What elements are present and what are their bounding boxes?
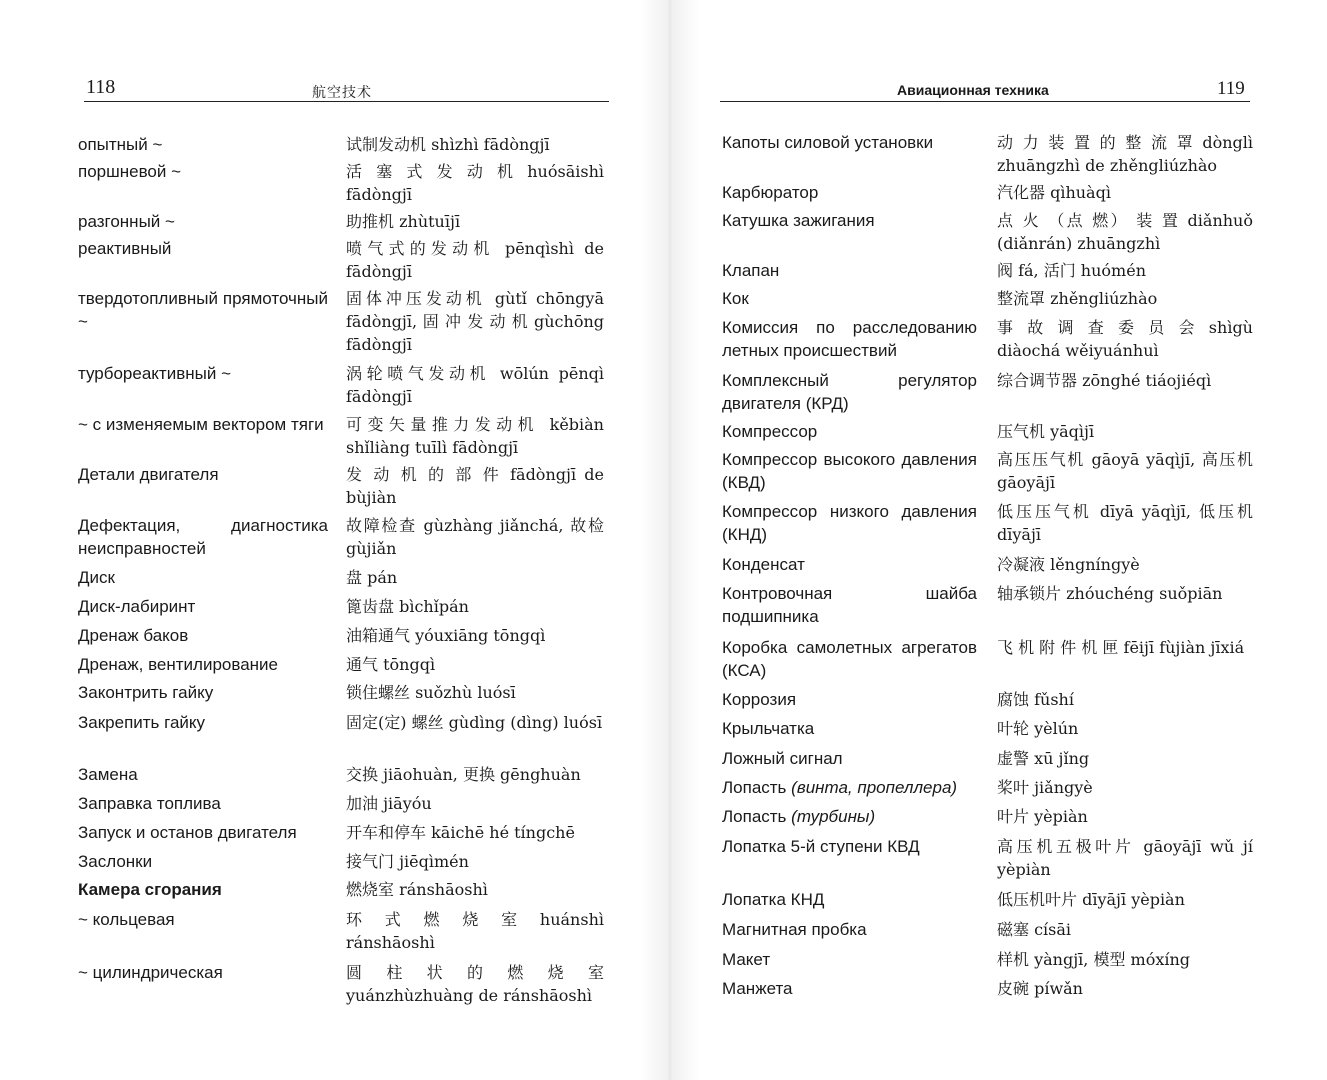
- russian-term-text: Компрессор низкого давления (КНД): [722, 502, 977, 544]
- russian-term-text: реактивный: [78, 239, 172, 258]
- russian-term: [722, 717, 977, 740]
- chinese-translation: 交换 jiāohuàn, 更换 gēnghuàn: [346, 765, 581, 784]
- russian-term: [722, 636, 977, 682]
- russian-term: [78, 653, 328, 676]
- russian-term-text: Диск: [78, 568, 115, 587]
- chinese-translation: 活 塞 式 发 动 机 huósāishì fādòngjī: [346, 162, 604, 204]
- russian-term-text: поршневой ~: [78, 162, 182, 181]
- chinese-translation: 轴承锁片 zhóuchéng suǒpiān: [997, 584, 1223, 603]
- chinese-translation: 动 力 装 置 的 整 流 罩 dònglì zhuāngzhì de zhěngliúzhào: [997, 133, 1253, 175]
- russian-term-text: опытный ~: [78, 135, 163, 154]
- russian-term-text: Камера сгорания: [78, 880, 222, 899]
- chinese-translation: 样机 yàngjī, 模型 móxíng: [997, 950, 1191, 969]
- chinese-translation: 虚警 xū jǐng: [997, 749, 1090, 768]
- russian-term-text: Кок: [722, 289, 749, 308]
- chinese-translation: 固体冲压发动机 gùtǐ chōngyā fādòngjī, 固 冲 发 动 机 gùchōng fādòngjī: [346, 289, 604, 354]
- chinese-translation: 燃烧室 ránshāoshì: [346, 880, 488, 899]
- russian-term-text: Клапан: [722, 261, 780, 280]
- russian-term: [78, 160, 328, 183]
- page-number: 119: [1217, 78, 1245, 99]
- chinese-translation: 低压压气机 dīyā yāqìjī, 低压机 dīyājī: [997, 502, 1253, 544]
- russian-term-qualifier: (турбины): [791, 807, 876, 826]
- russian-term-text: Диск-лабиринт: [78, 597, 196, 616]
- chinese-translation: 环 式 燃 烧 室 huánshì ránshāoshì: [346, 910, 604, 952]
- russian-term: [78, 133, 328, 156]
- chinese-translation: 整流罩 zhěngliúzhào: [997, 289, 1158, 308]
- russian-term-text: Компрессор высокого давления (КВД): [722, 450, 977, 492]
- russian-term-text: разгонный ~: [78, 212, 175, 231]
- russian-term: [78, 850, 328, 873]
- russian-term-text: Комиссия по расследованию летных происшествий: [722, 318, 977, 360]
- chinese-translation: 事 故 调 查 委 员 会 shìgù diàochá wěiyuánhuì: [997, 318, 1253, 360]
- russian-term-text: ~ цилиндрическая: [78, 963, 223, 982]
- russian-term-text: Ложный сигнал: [722, 749, 843, 768]
- russian-term: [722, 131, 977, 154]
- russian-term-text: Замена: [78, 765, 138, 784]
- russian-term-text: Лопатка 5-й ступени КВД: [722, 837, 920, 856]
- russian-term-text: Лопатка КНД: [722, 890, 825, 909]
- russian-term-text: Коррозия: [722, 690, 797, 709]
- chinese-translation: 加油 jiāyóu: [346, 794, 432, 813]
- chinese-translation: 阀 fá, 活门 huómén: [997, 261, 1146, 280]
- russian-term: [78, 624, 328, 647]
- chinese-translation: 腐蚀 fǔshí: [997, 690, 1074, 709]
- russian-term: [78, 595, 328, 618]
- header-rule: [84, 101, 609, 102]
- header-rule: [720, 101, 1250, 102]
- russian-term-qualifier: (винта, пропеллера): [791, 778, 958, 797]
- chinese-translation: 高压压气机 gāoyā yāqìjī, 高压机 gāoyājī: [997, 450, 1253, 492]
- russian-term-text: Магнитная пробка: [722, 920, 867, 939]
- russian-term: [78, 763, 328, 786]
- chinese-translation: 低压机叶片 dīyājī yèpiàn: [997, 890, 1185, 909]
- chinese-translation: 篦齿盘 bìchǐpán: [346, 597, 469, 616]
- russian-term: [78, 878, 328, 901]
- russian-term: [78, 413, 328, 436]
- russian-term: [78, 681, 328, 704]
- russian-term: [722, 688, 977, 711]
- russian-term-text: Катушка зажигания: [722, 211, 875, 230]
- chinese-translation: 油箱通气 yóuxiāng tōngqì: [346, 626, 546, 645]
- russian-term: [78, 711, 328, 734]
- russian-term-text: Контровочная шайба подшипника: [722, 584, 977, 626]
- chinese-translation: 接气门 jiēqìmén: [346, 852, 469, 871]
- russian-term-text: Крыльчатка: [722, 719, 815, 738]
- russian-term-text: Конденсат: [722, 555, 805, 574]
- chinese-translation: 涡轮喷气发动机 wōlún pēnqì fādòngjī: [346, 364, 604, 406]
- russian-term: [722, 835, 977, 858]
- russian-term: [78, 821, 328, 844]
- chinese-translation: 助推机 zhùtuījī: [346, 212, 461, 231]
- russian-term: [78, 792, 328, 815]
- russian-term-text: Макет: [722, 950, 771, 969]
- russian-term: [722, 747, 977, 770]
- chinese-translation: 故障检查 gùzhàng jiǎnchá, 故检 gùjiǎn: [346, 516, 604, 558]
- running-title: 航空技术: [312, 86, 372, 101]
- russian-term: [78, 287, 328, 333]
- russian-term: [722, 918, 977, 941]
- russian-term: [722, 948, 977, 971]
- russian-term-text: Закрепить гайку: [78, 713, 206, 732]
- chinese-translation: 点 火 （点 燃） 装 置 diǎnhuǒ (diǎnrán) zhuāngzhì: [997, 211, 1253, 253]
- chinese-translation: 锁住螺丝 suǒzhù luósī: [346, 683, 516, 702]
- russian-term-text: Карбюратор: [722, 183, 819, 202]
- russian-term: [722, 209, 977, 232]
- russian-term: [722, 500, 977, 546]
- russian-term-text: Комплексный регулятор двигателя (КРД): [722, 371, 977, 413]
- russian-term: [78, 362, 328, 385]
- chinese-translation: 喷气式的发动机 pēnqìshì de fādòngjī: [346, 239, 604, 281]
- page-number: 118: [86, 76, 116, 98]
- chinese-translation: 冷凝液 lěngníngyè: [997, 555, 1140, 574]
- russian-term: [722, 369, 977, 415]
- russian-term-text: Детали двигателя: [78, 465, 219, 484]
- right-page: [665, 0, 1327, 1080]
- chinese-translation: 圆 柱 状 的 燃 烧 室 yuánzhùzhuàng de ránshāoshì: [346, 963, 604, 1005]
- russian-term: [722, 316, 977, 362]
- russian-term-text: Дренаж, вентилирование: [78, 655, 279, 674]
- russian-term-text: Лопасть: [722, 807, 787, 826]
- left-page: [0, 0, 660, 1080]
- russian-term: [722, 776, 977, 799]
- chinese-translation: 发 动 机 的 部 件 fādòngjī de bùjiàn: [346, 465, 604, 507]
- chinese-translation: 可变矢量推力发动机 kěbiàn shǐliàng tuīlì fādòngjī: [346, 415, 604, 457]
- chinese-translation: 通气 tōngqì: [346, 655, 436, 674]
- russian-term-text: Коробка самолетных агрегатов (КСА): [722, 638, 977, 680]
- russian-term-text: Компрессор: [722, 422, 818, 441]
- russian-term-text: ~ с изменяемым вектором тяги: [78, 415, 324, 434]
- russian-term: [78, 961, 328, 984]
- russian-term-text: турбореактивный ~: [78, 364, 231, 383]
- chinese-translation: 综合调节器 zōnghé tiáojiéqì: [997, 371, 1212, 390]
- russian-term: [722, 805, 977, 828]
- running-title: Авиационная техника: [897, 82, 1049, 98]
- russian-term-text: Законтрить гайку: [78, 683, 214, 702]
- russian-term-text: ~ кольцевая: [78, 910, 175, 929]
- chinese-translation: 试制发动机 shìzhì fādòngjī: [346, 135, 550, 154]
- russian-term: [722, 553, 977, 576]
- chinese-translation: 高压机五极叶片 gāoyājī wǔ jí yèpiàn: [997, 837, 1253, 879]
- russian-term: [722, 181, 977, 204]
- russian-term-text: Заслонки: [78, 852, 153, 871]
- russian-term-text: Запуск и останов двигателя: [78, 823, 297, 842]
- russian-term: [78, 463, 328, 486]
- chinese-translation: 开车和停车 kāichē hé tíngchē: [346, 823, 575, 842]
- russian-term: [722, 287, 977, 310]
- russian-term-text: Дренаж баков: [78, 626, 189, 645]
- chinese-translation: 飞 机 附 件 机 匣 fēijī fùjiàn jīxiá: [997, 638, 1245, 657]
- russian-term-text: Заправка топлива: [78, 794, 221, 813]
- russian-term: [722, 582, 977, 628]
- chinese-translation: 磁塞 císāi: [997, 920, 1072, 939]
- chinese-translation: 皮碗 píwǎn: [997, 979, 1083, 998]
- russian-term-text: Манжета: [722, 979, 793, 998]
- russian-term: [78, 908, 328, 931]
- russian-term: [722, 888, 977, 911]
- chinese-translation: 叶片 yèpiàn: [997, 807, 1088, 826]
- chinese-translation: 汽化器 qìhuàqì: [997, 183, 1111, 202]
- russian-term: [78, 566, 328, 589]
- russian-term: [722, 420, 977, 443]
- chinese-translation: 叶轮 yèlún: [997, 719, 1079, 738]
- russian-term-text: твердотопливный прямоточный ~: [78, 289, 328, 331]
- russian-term: [722, 977, 977, 1000]
- russian-term: [78, 237, 328, 260]
- russian-term: [78, 514, 328, 560]
- russian-term: [722, 259, 977, 282]
- russian-term: [78, 210, 328, 233]
- chinese-translation: 盘 pán: [346, 568, 398, 587]
- russian-term-text: Капоты силовой установки: [722, 133, 934, 152]
- chinese-translation: 固定(定) 螺丝 gùdìng (dìng) luósī: [346, 713, 603, 732]
- chinese-translation: 桨叶 jiǎngyè: [997, 778, 1093, 797]
- russian-term: [722, 448, 977, 494]
- chinese-translation: 压气机 yāqìjī: [997, 422, 1095, 441]
- russian-term-text: Дефектация, диагностика неисправностей: [78, 516, 328, 558]
- russian-term-text: Лопасть: [722, 778, 787, 797]
